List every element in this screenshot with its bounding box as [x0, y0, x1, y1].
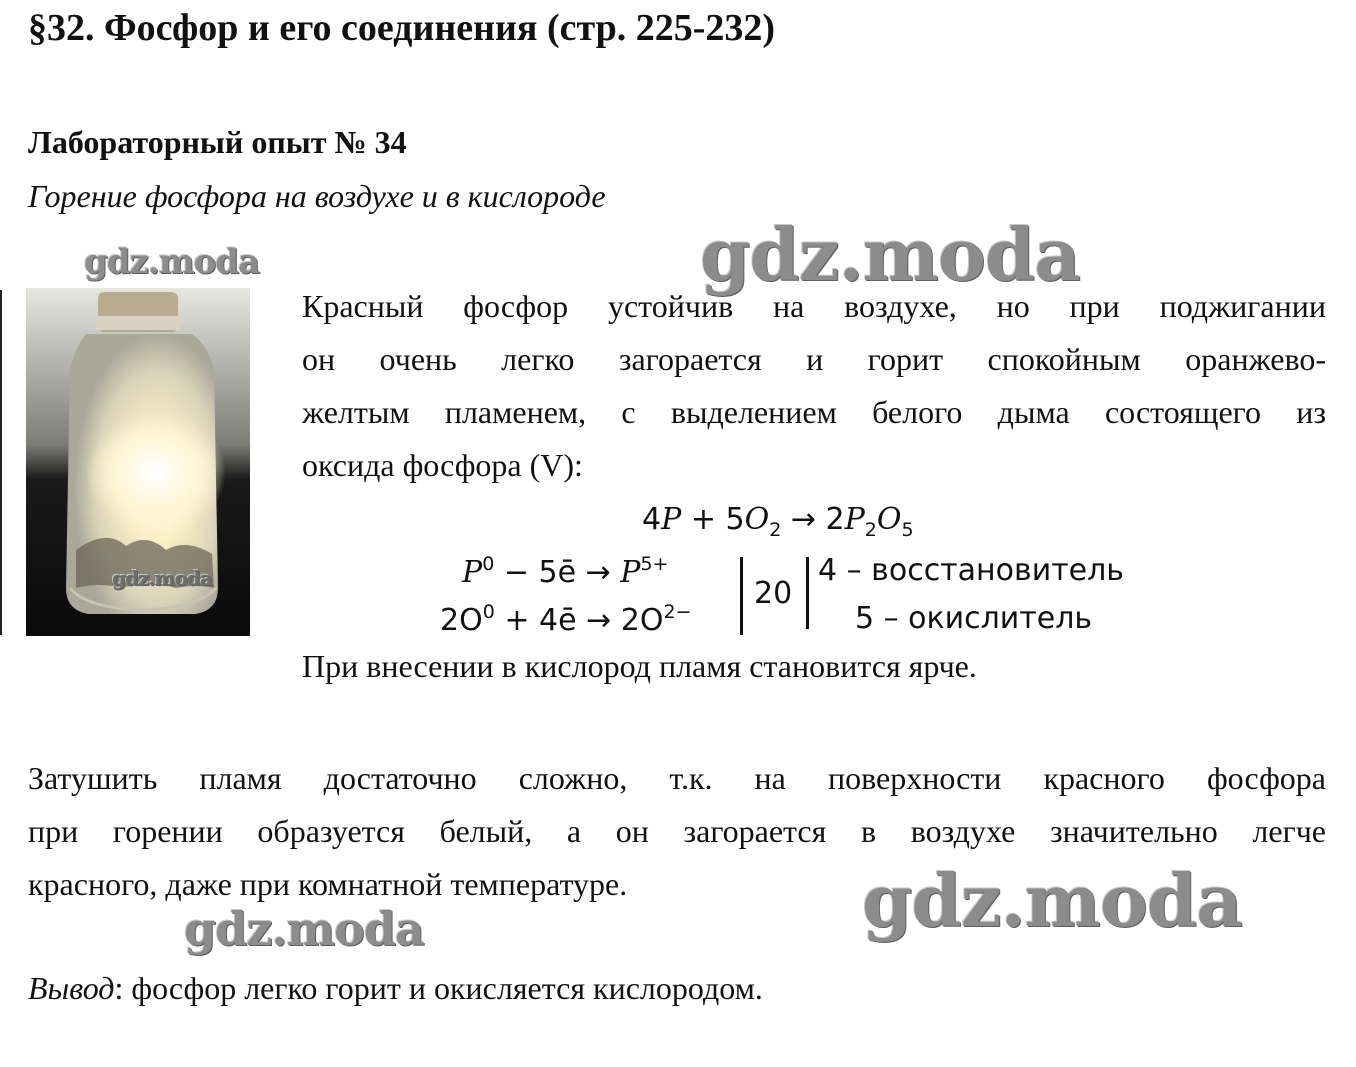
conclusion-text: : фосфор легко горит и окисляется кислородом. [114, 970, 763, 1006]
eq-term: O [876, 502, 902, 537]
paragraph-line: красного, даже при комнатной температуре. [28, 866, 628, 902]
eq-term: P [462, 555, 483, 590]
watermark: gdz.moda [84, 242, 260, 282]
eq-term: + 4ē → 2O [494, 603, 664, 638]
watermark: gdz.moda [112, 566, 212, 590]
electron-lcm: 20 [754, 576, 793, 611]
eq-term: P [620, 555, 641, 590]
half-reaction-reduction [440, 601, 691, 638]
margin-rule [0, 290, 2, 635]
eq-term: − 5ē → [494, 555, 621, 590]
eq-subscript: 2 [769, 519, 782, 541]
eq-superscript: 0 [482, 553, 495, 575]
balance-divider [740, 557, 743, 635]
page-title: §32. Фосфор и его соединения (стр. 225-232) [28, 7, 776, 49]
watermark: gdz.moda [862, 858, 1242, 943]
paragraph-line: Затушить пламя достаточно сложно, т.к. на поверхности красного фосфора [28, 760, 1326, 796]
paragraph-line: желтым пламенем, с выделением белого дыма состоящего из [302, 394, 1326, 430]
eq-term: 2O [440, 603, 483, 638]
eq-term: P [844, 502, 865, 537]
eq-term: O [744, 502, 770, 537]
oxygen-observation: При внесении в кислород пламя становится ярче. [302, 648, 977, 684]
eq-term: 4 [642, 502, 662, 537]
eq-term: P [661, 502, 682, 537]
reaction-equation [642, 502, 914, 541]
paragraph-line: он очень легко загорается и горит спокойным оранжево- [302, 341, 1326, 377]
reducer-label: 4 – восстановитель [818, 553, 1124, 588]
eq-term: → 2 [781, 502, 845, 537]
watermark: gdz.moda [184, 902, 424, 956]
balance-divider [806, 557, 809, 629]
lab-heading: Лабораторный опыт № 34 [28, 124, 407, 160]
eq-superscript: 5+ [640, 553, 669, 575]
eq-subscript: 5 [901, 519, 914, 541]
watermark: gdz.moda [700, 212, 1080, 297]
eq-subscript: 2 [864, 519, 877, 541]
paragraph-line: при горении образуется белый, а он загорается в воздухе значительно легче [28, 813, 1326, 849]
oxidizer-label: 5 – окислитель [855, 601, 1093, 636]
lab-subtitle: Горение фосфора на воздухе и в кислороде [28, 178, 606, 214]
eq-term: + 5 [681, 502, 745, 537]
eq-superscript: 0 [482, 601, 495, 623]
half-reaction-oxidation [462, 553, 668, 590]
paragraph-line: оксида фосфора (V): [302, 447, 583, 483]
paragraph-line: Красный фосфор устойчив на воздухе, но при поджигании [302, 288, 1326, 324]
eq-superscript: 2− [663, 601, 692, 623]
conclusion-label: Вывод [28, 970, 115, 1006]
conclusion [28, 970, 763, 1007]
paragraph-burning-description [302, 280, 1326, 492]
